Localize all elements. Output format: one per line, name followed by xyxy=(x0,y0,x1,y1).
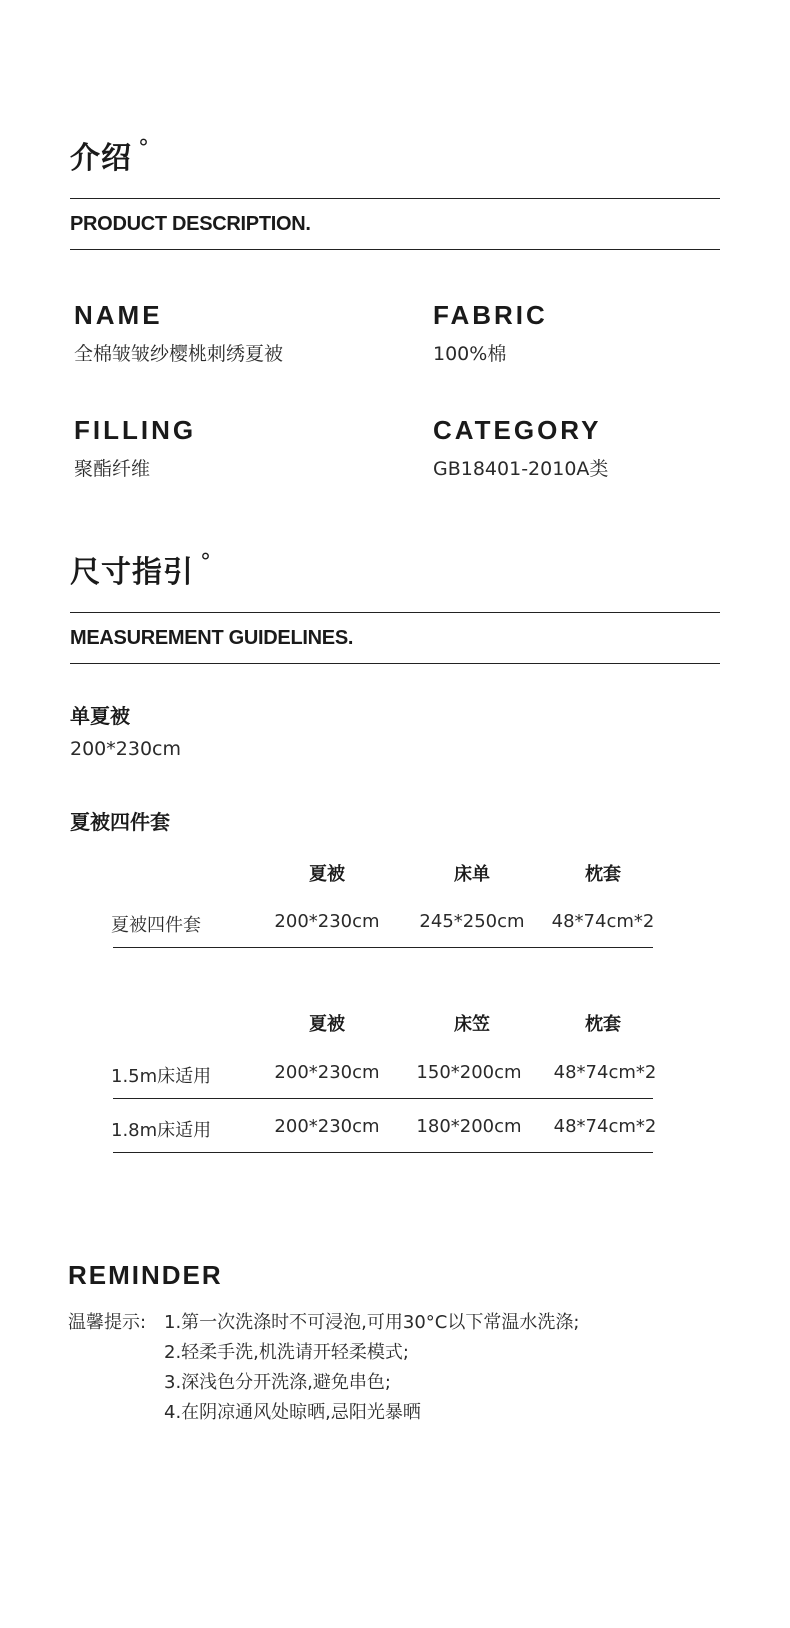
table-cell: 48*74cm*2 xyxy=(553,1116,657,1137)
name-label: NAME xyxy=(74,300,163,330)
single-quilt-title: 单夏被 xyxy=(70,704,130,728)
table-header: 枕套 xyxy=(585,864,621,885)
row-label: 1.5m床适用 xyxy=(111,1066,212,1087)
table-cell: 200*230cm xyxy=(274,1116,380,1137)
fabric-label: FABRIC xyxy=(433,300,548,330)
divider xyxy=(70,663,720,664)
intro-title xyxy=(70,136,150,176)
category-label: CATEGORY xyxy=(433,415,602,445)
table-header: 床笠 xyxy=(454,1014,490,1035)
table-header: 夏被 xyxy=(309,864,345,885)
reminder-title: REMINDER xyxy=(68,1260,223,1290)
single-quilt-size: 200*230cm xyxy=(70,738,181,760)
degree-mark: ° xyxy=(138,136,150,161)
row-label: 1.8m床适用 xyxy=(111,1120,212,1141)
fabric-value: 100%棉 xyxy=(433,343,507,365)
table-cell: 48*74cm*2 xyxy=(553,1062,657,1083)
row-label: 夏被四件套 xyxy=(111,915,201,936)
category-value: GB18401-2010A类 xyxy=(433,458,609,480)
table-cell: 245*250cm xyxy=(419,911,525,932)
table-cell: 200*230cm xyxy=(274,911,380,932)
reminder-item: 3.深浅色分开洗涤,避免串色; xyxy=(164,1372,391,1393)
reminder-item: 1.第一次洗涤时不可浸泡,可用30°C以下常温水洗涤; xyxy=(164,1312,580,1333)
filling-label: FILLING xyxy=(74,415,197,445)
row-divider xyxy=(113,1098,653,1099)
table-cell: 200*230cm xyxy=(274,1062,380,1083)
intro-title-text: 介绍 xyxy=(70,141,132,176)
reminder-item: 4.在阴凉通风处晾晒,忌阳光暴晒 xyxy=(164,1402,421,1423)
degree-mark: ° xyxy=(200,550,212,575)
measure-title xyxy=(70,550,212,590)
table-cell: 180*200cm xyxy=(416,1116,522,1137)
measurement-guidelines-heading: MEASUREMENT GUIDELINES. xyxy=(70,627,354,649)
measure-title-text: 尺寸指引 xyxy=(70,555,194,590)
reminder-item: 2.轻柔手洗,机洗请开轻柔模式; xyxy=(164,1342,409,1363)
reminder-prefix: 温馨提示: xyxy=(68,1312,147,1333)
divider xyxy=(70,249,720,250)
set-title: 夏被四件套 xyxy=(70,810,170,834)
divider xyxy=(70,198,720,199)
row-divider xyxy=(113,947,653,948)
row-divider xyxy=(113,1152,653,1153)
name-value: 全棉皱皱纱樱桃刺绣夏被 xyxy=(74,343,284,365)
table-cell: 48*74cm*2 xyxy=(551,911,655,932)
filling-value: 聚酯纤维 xyxy=(74,458,151,480)
product-description-heading: PRODUCT DESCRIPTION. xyxy=(70,213,311,235)
divider xyxy=(70,612,720,613)
table-header: 床单 xyxy=(454,864,490,885)
table-header: 枕套 xyxy=(585,1014,621,1035)
table-header: 夏被 xyxy=(309,1014,345,1035)
table-cell: 150*200cm xyxy=(416,1062,522,1083)
